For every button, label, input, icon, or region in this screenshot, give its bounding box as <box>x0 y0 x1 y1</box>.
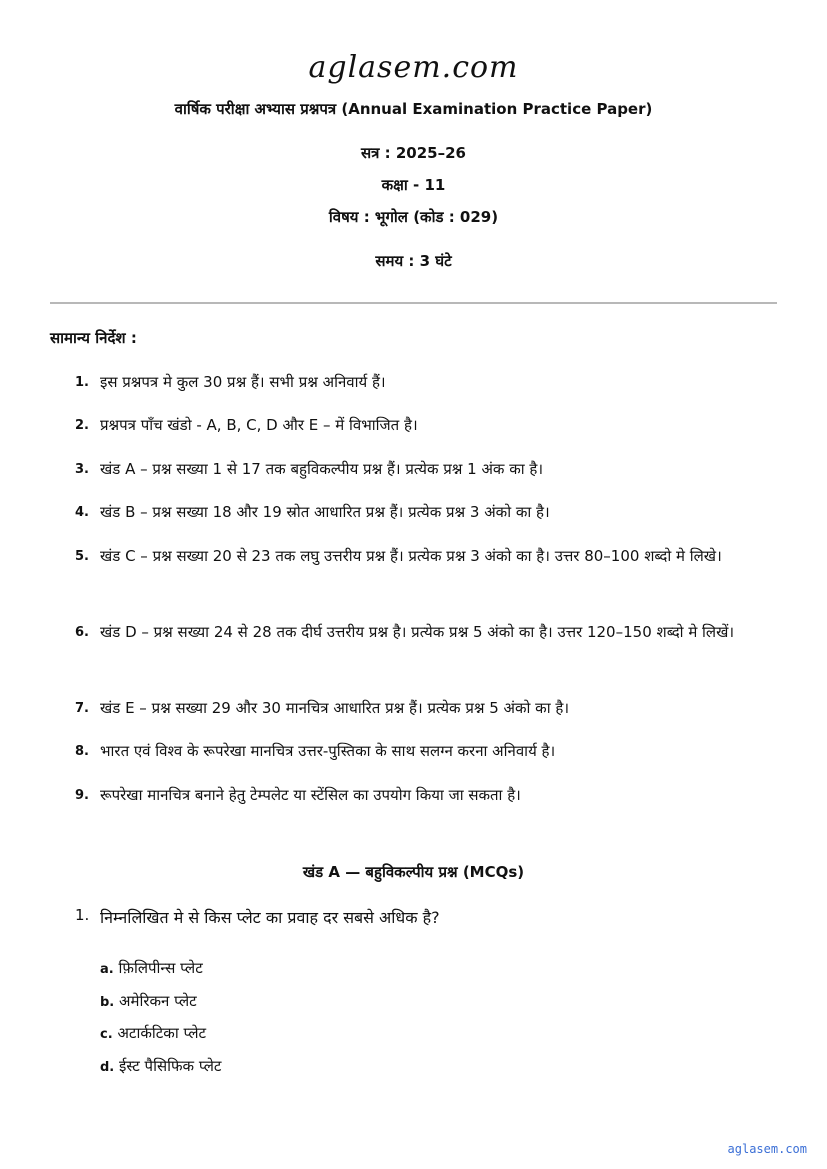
instruction-number: 1. <box>75 375 89 390</box>
instruction-text: खंड B – प्रश्न सख्या 18 और 19 स्रोत आधारित प्रश्न हैं। प्रत्येक प्रश्न 3 अंको का है। <box>100 503 550 521</box>
instruction-text: खंड D – प्रश्न सख्या 24 से 28 तक दीर्घ उत्तरीय प्रश्न है। प्रत्येक प्रश्न 5 अंको का है। उत्तर 120–150 शब्दो मे लिखें। <box>100 623 735 641</box>
option-label: d. <box>100 1060 115 1075</box>
instruction-text: खंड A – प्रश्न सख्या 1 से 17 तक बहुविकल्पीय प्रश्न हैं। प्रत्येक प्रश्न 1 अंक का है। <box>100 460 544 478</box>
option-d <box>100 1056 221 1076</box>
header-divider <box>50 302 777 304</box>
session-line: सत्र : 2025–26 <box>361 144 466 162</box>
option-b <box>100 991 197 1011</box>
option-text: अमेरिकन प्लेट <box>119 992 197 1010</box>
instruction-text: खंड C – प्रश्न सख्या 20 से 23 तक लघु उत्तरीय प्रश्न हैं। प्रत्येक प्रश्न 3 अंको का है। उत्तर 80–100 शब्दो मे लिखे। <box>100 547 722 565</box>
question-number: 1. <box>75 906 90 924</box>
instruction-number: 7. <box>75 701 89 716</box>
instruction-number: 2. <box>75 418 89 433</box>
subject-line: विषय : भूगोल (कोड : 029) <box>328 208 499 226</box>
instruction-text: खंड E – प्रश्न सख्या 29 और 30 मानचित्र आधारित प्रश्न हैं। प्रत्येक प्रश्न 5 अंको का है। <box>100 699 570 717</box>
option-a <box>100 958 203 978</box>
instruction-number: 4. <box>75 505 89 520</box>
time-line: समय : 3 घंटे <box>375 252 452 270</box>
option-label: b. <box>100 995 115 1010</box>
paper-title: वार्षिक परीक्षा अभ्यास प्रश्नपत्र (Annual Examination Practice Paper) <box>174 100 653 118</box>
option-text: अटार्कटिका प्लेट <box>117 1024 207 1042</box>
footer-watermark[interactable]: aglasem.com <box>727 1142 807 1156</box>
instruction-number: 9. <box>75 788 89 803</box>
site-logo: aglasem.com <box>308 50 519 85</box>
option-label: a. <box>100 962 114 977</box>
instruction-number: 3. <box>75 462 89 477</box>
option-text: ईस्ट पैसिफिक प्लेट <box>119 1057 222 1075</box>
instruction-text: रूपरेखा मानचित्र बनाने हेतु टेम्पलेट या स्टेंसिल का उपयोग किया जा सकता है। <box>100 786 521 804</box>
instruction-text: भारत एवं विश्व के रूपरेखा मानचित्र उत्तर-पुस्तिका के साथ सलग्न करना अनिवार्य है। <box>100 742 556 760</box>
instruction-number: 5. <box>75 549 89 564</box>
option-label: c. <box>100 1027 113 1042</box>
instruction-number: 8. <box>75 744 89 759</box>
instructions-title: सामान्य निर्देश : <box>50 329 137 347</box>
instruction-text: इस प्रश्नपत्र मे कुल 30 प्रश्न हैं। सभी प्रश्न अनिवार्य हैं। <box>100 373 386 391</box>
section-a-title: खंड A — बहुविकल्पीय प्रश्न (MCQs) <box>302 863 525 881</box>
option-c <box>100 1023 206 1043</box>
class-line: कक्षा - 11 <box>381 176 446 194</box>
question-text: निम्नलिखित मे से किस प्लेट का प्रवाह दर सबसे अधिक है? <box>100 908 440 927</box>
instruction-number: 6. <box>75 625 89 640</box>
option-text: फ़िलिपीन्स प्लेट <box>118 959 203 977</box>
instruction-text: प्रश्नपत्र पाँच खंडो - A, B, C, D और E – में विभाजित है। <box>100 416 418 434</box>
